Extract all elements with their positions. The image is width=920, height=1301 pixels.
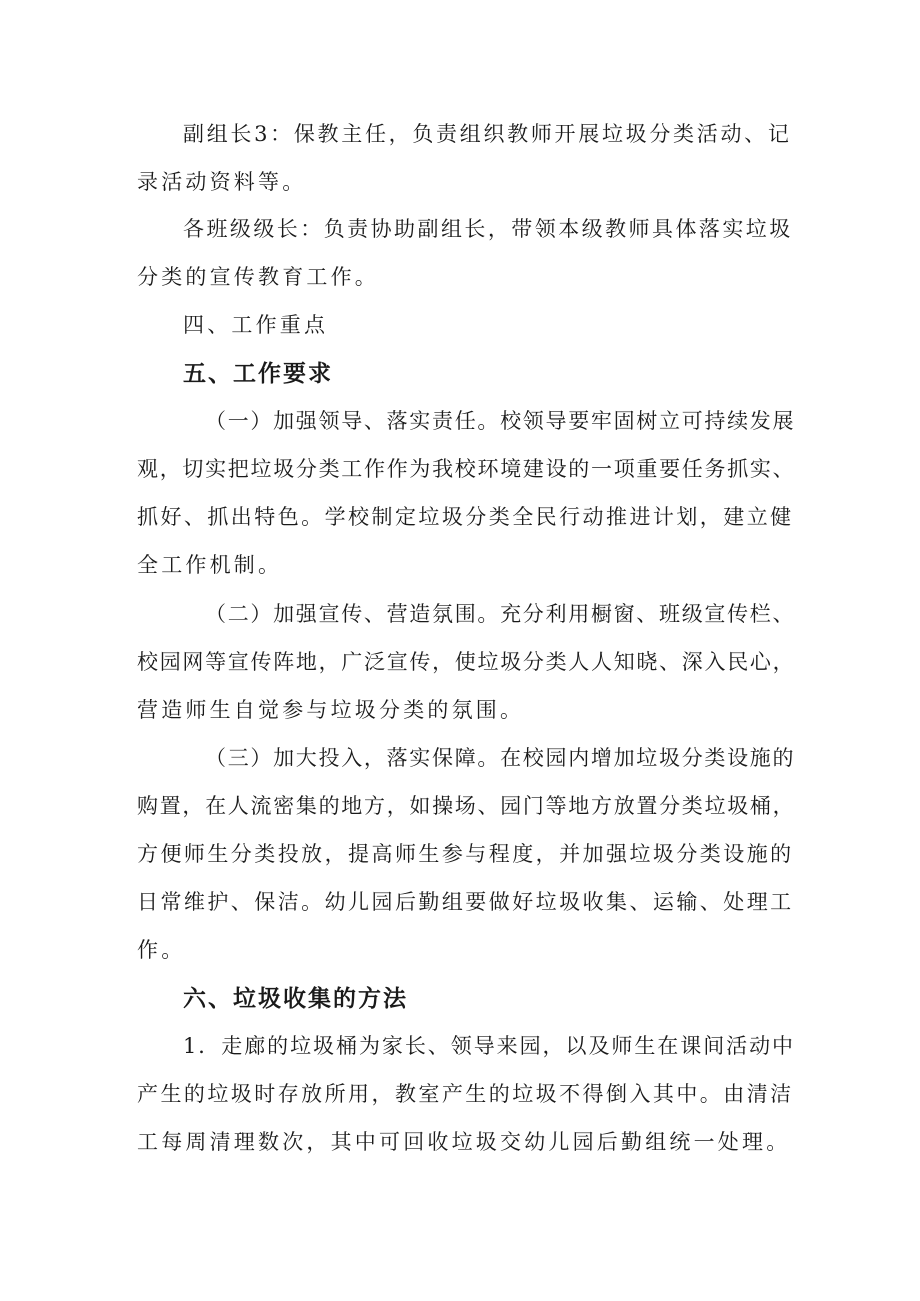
section-heading-5: 五、工作要求	[183, 361, 333, 387]
paragraph-line: 观，切实把垃圾分类工作作为我校环境建设的一项重要任务抓实、	[137, 457, 796, 481]
paragraph-line: 方便师生分类投放，提高师生参与程度，并加强垃圾分类设施的	[137, 842, 794, 866]
paragraph-line: 校园网等宣传阵地，广泛宣传，使垃圾分类人人知晓、深入民心，	[137, 650, 796, 674]
paragraph-line: 分类的宣传教育工作。	[137, 265, 379, 289]
section-title-4: 四、工作重点	[183, 313, 329, 337]
paragraph-line: 作。	[137, 938, 186, 962]
paragraph-line: 录活动资料等。	[137, 170, 307, 194]
paragraph-line: （二）加强宣传、营造氛围。充分利用橱窗、班级宣传栏、	[205, 602, 796, 626]
paragraph-line: 产生的垃圾时存放所用，教室产生的垃圾不得倒入其中。由清洁	[137, 1082, 794, 1106]
paragraph-line: 抓好、抓出特色。学校制定垃圾分类全民行动推进计划，建立健	[137, 505, 794, 529]
paragraph-line: 日常维护、保洁。幼儿园后勤组要做好垃圾收集、运输、处理工	[137, 890, 794, 914]
paragraph-line: 全工作机制。	[137, 553, 283, 577]
paragraph-line: （一）加强领导、落实责任。校领导要牢固树立可持续发展	[205, 409, 796, 433]
paragraph-line: 购置，在人流密集的地方，如操场、园门等地方放置分类垃圾桶，	[137, 794, 796, 818]
section-heading-6: 六、垃圾收集的方法	[183, 986, 408, 1012]
paragraph-line: 各班级级长：负责协助副组长，带领本级教师具体落实垃圾	[183, 217, 793, 241]
paragraph-line: 营造师生自觉参与垃圾分类的氛围。	[137, 698, 525, 722]
paragraph-line: 副组长3：保教主任，负责组织教师开展垃圾分类活动、记	[183, 122, 792, 146]
paragraph-line: 1．走廊的垃圾桶为家长、领导来园，以及师生在课间活动中	[183, 1034, 796, 1058]
paragraph-line: （三）加大投入，落实保障。在校园内增加垃圾分类设施的	[205, 746, 796, 770]
paragraph-line: 工每周清理数次，其中可回收垃圾交幼儿园后勤组统一处理。	[137, 1130, 791, 1154]
